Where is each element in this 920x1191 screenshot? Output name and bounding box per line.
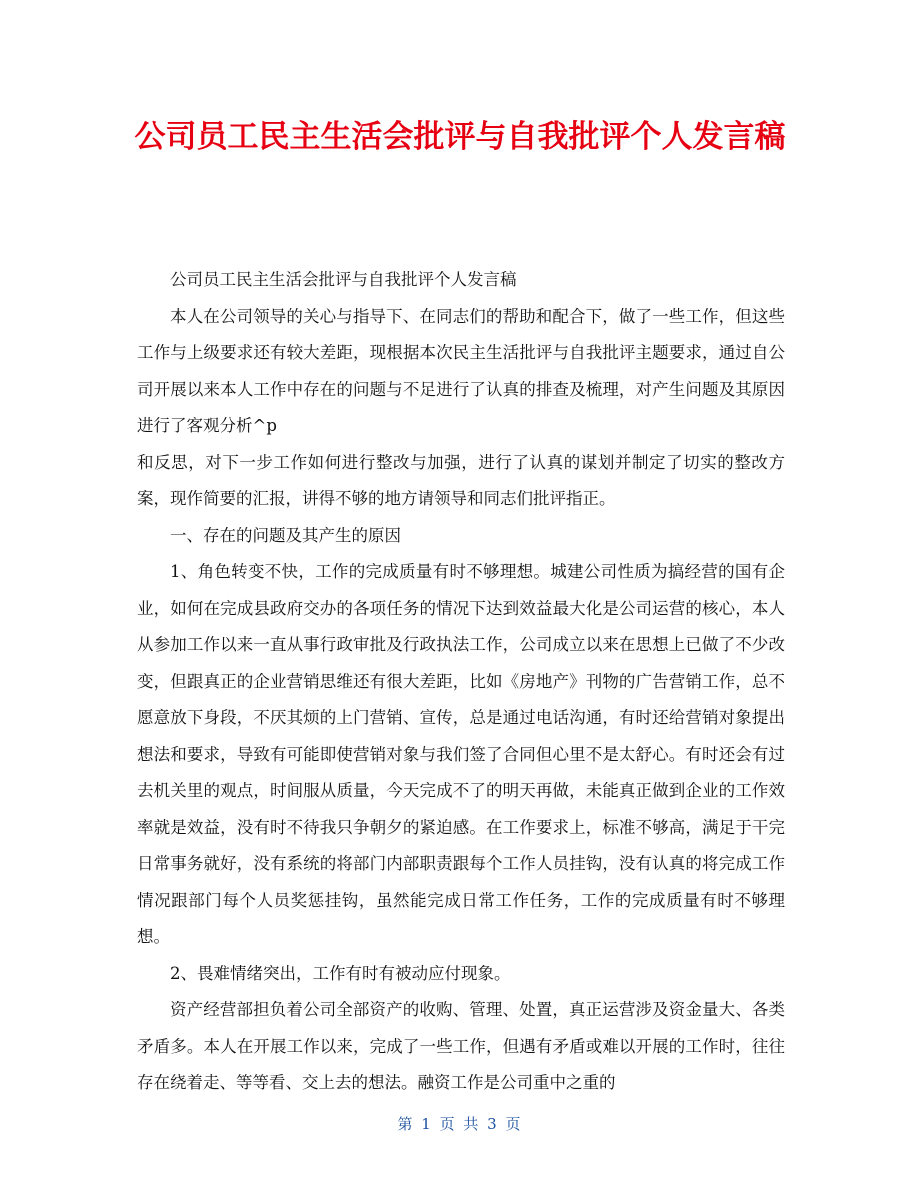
document-body bbox=[137, 262, 785, 1102]
page-footer: 第 1 页 共 3 页 bbox=[397, 1115, 523, 1133]
document-title: 公司员工民主生活会批评与自我批评个人发言稿 bbox=[134, 119, 786, 155]
paragraph-item-1: 1、角色转变不快，工作的完成质量有时不够理想。城建公司性质为搞经营的国有企业，如何在完成县政府交办的各项任务的情况下达到效益最大化是公司运营的核心，本人从参加工作以来一直从事行政审批及行政执法工作，公司成立以来在思想上已做了不少改变，但跟真正的企业营销思维还有很大差距，比如《房地产》刊物的广告营销工作，总不愿意放下身段，不厌其烦的上门营销、宣传，总是通过电话沟通，有时还给营销对象提出想法和要求，导致有可能即使营销对象与我们签了合同但心里不是太舒心。有时还会有过去机关里的观点，时间服从质量，今天完成不了的明天再做，未能真正做到企业的工作效率就是效益，没有时不待我只争朝夕的紧迫感。在工作要求上，标准不够高，满足于干完日常事务就好，没有系统的将部门内部职责跟每个工作人员挂钩，没有认真的将完成工作情况跟部门每个人员奖惩挂钩，虽然能完成日常工作任务，工作的完成质量有时不够理想。 bbox=[137, 562, 785, 946]
paragraph-3: 和反思，对下一步工作如何进行整改与加强，进行了认真的谋划并制定了切实的整改方案，现作简要的汇报，讲得不够的地方请领导和同志们批评指正。 bbox=[137, 452, 785, 508]
paragraph-item-2-body: 资产经营部担负着公司全部资产的收购、管理、处置，真正运营涉及资金量大、各类矛盾多。本人在开展工作以来，完成了一些工作，但遇有矛盾或难以开展的工作时，往往存在绕着走、等等看、交上去的想法。融资工作是公司重中之重的 bbox=[137, 1000, 785, 1092]
section-heading: 一、存在的问题及其产生的原因 bbox=[170, 525, 401, 545]
paragraph-1: 公司员工民主生活会批评与自我批评个人发言稿 bbox=[170, 270, 517, 289]
paragraph-2: 本人在公司领导的关心与指导下、在同志们的帮助和配合下，做了一些工作，但这些工作与上级要求还有较大差距，现根据本次民主生活批评与自我批评主题要求，通过自公司开展以来本人工作中存在的问题与不足进行了认真的排查及梳理，对产生问题及其原因进行了客观分析^p bbox=[137, 306, 785, 435]
paragraph-item-2-heading: 2、畏难情绪突出，工作有时有被动应付现象。 bbox=[170, 963, 511, 983]
